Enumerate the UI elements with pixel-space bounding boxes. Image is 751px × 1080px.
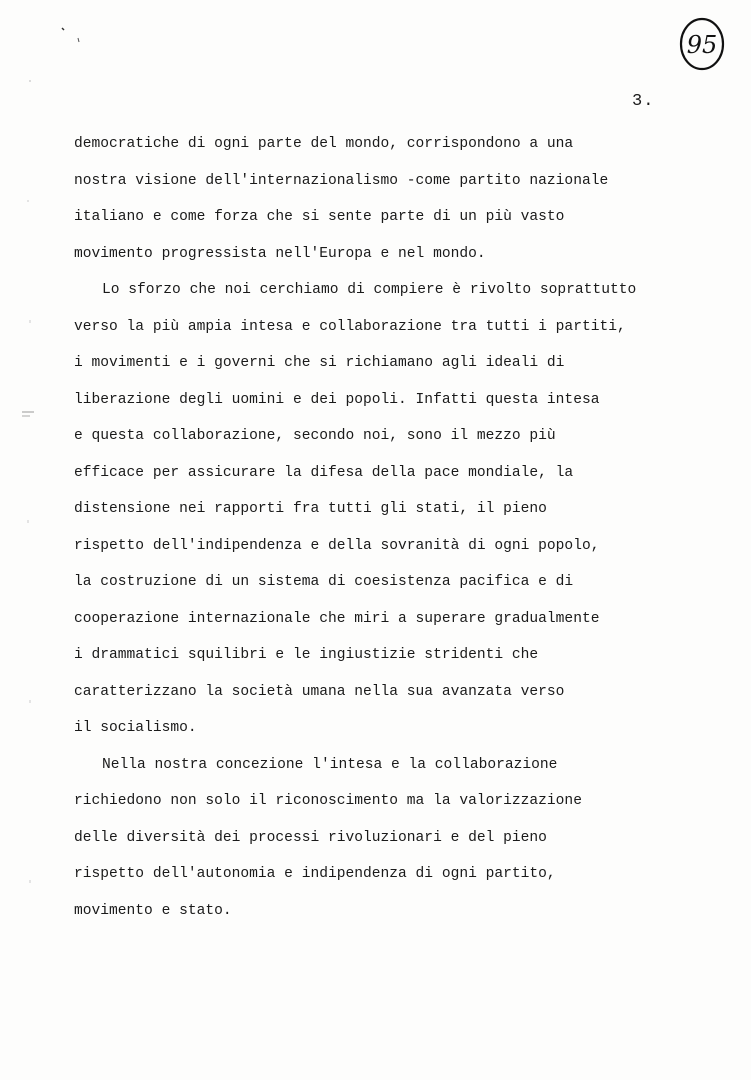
text-line: delle diversità dei processi rivoluzionari e del pieno — [74, 829, 547, 846]
text-line: la costruzione di un sistema di coesistenza pacifica e di — [74, 574, 574, 590]
text-line: liberazione degli uomini e dei popoli. Infatti questa intesa — [74, 391, 600, 408]
paragraph-start-line: Nella nostra concezione l'intesa e la collaborazione — [102, 756, 558, 773]
text-line: nostra visione dell'internazionalismo -come partito nazionale — [74, 172, 609, 189]
text-line: i movimenti e i governi che si richiamano agli ideali di — [74, 355, 565, 371]
text-line: caratterizzano la società umana nella sua avanzata verso — [74, 683, 565, 700]
text-line: e questa collaborazione, secondo noi, sono il mezzo più — [74, 428, 556, 444]
text-line: i drammatici squilibri e le ingiustizie stridenti che — [74, 647, 539, 663]
body-text — [74, 126, 734, 929]
text-line: efficace per assicurare la difesa della pace mondiale, la — [74, 464, 574, 481]
archive-stamp — [678, 16, 726, 72]
text-line: il socialismo. — [74, 720, 197, 736]
paragraph-start-line: Lo sforzo che noi cerchiamo di compiere è rivolto soprattutto — [102, 282, 637, 298]
text-line: richiedono non solo il riconoscimento ma la valorizzazione — [74, 793, 582, 809]
text-line: distensione nei rapporti fra tutti gli stati, il pieno — [74, 501, 547, 517]
text-line: democratiche di ogni parte del mondo, corrispondono a una — [74, 136, 574, 152]
page-number: 3. — [632, 92, 655, 111]
text-line: cooperazione internazionale che miri a superare gradualmente — [74, 610, 600, 627]
text-line: verso la più ampia intesa e collaborazione tra tutti i partiti, — [74, 318, 626, 335]
text-line: movimento progressista nell'Europa e nel mondo. — [74, 245, 486, 262]
text-line: rispetto dell'indipendenza e della sovranità di ogni popolo, — [74, 537, 600, 554]
text-line: italiano e come forza che si sente parte di un più vasto — [74, 209, 565, 225]
stamp-number: 95 — [686, 31, 718, 59]
text-line: rispetto dell'autonomia e indipendenza di ogni partito, — [74, 866, 556, 882]
text-line: movimento e stato. — [74, 902, 232, 919]
